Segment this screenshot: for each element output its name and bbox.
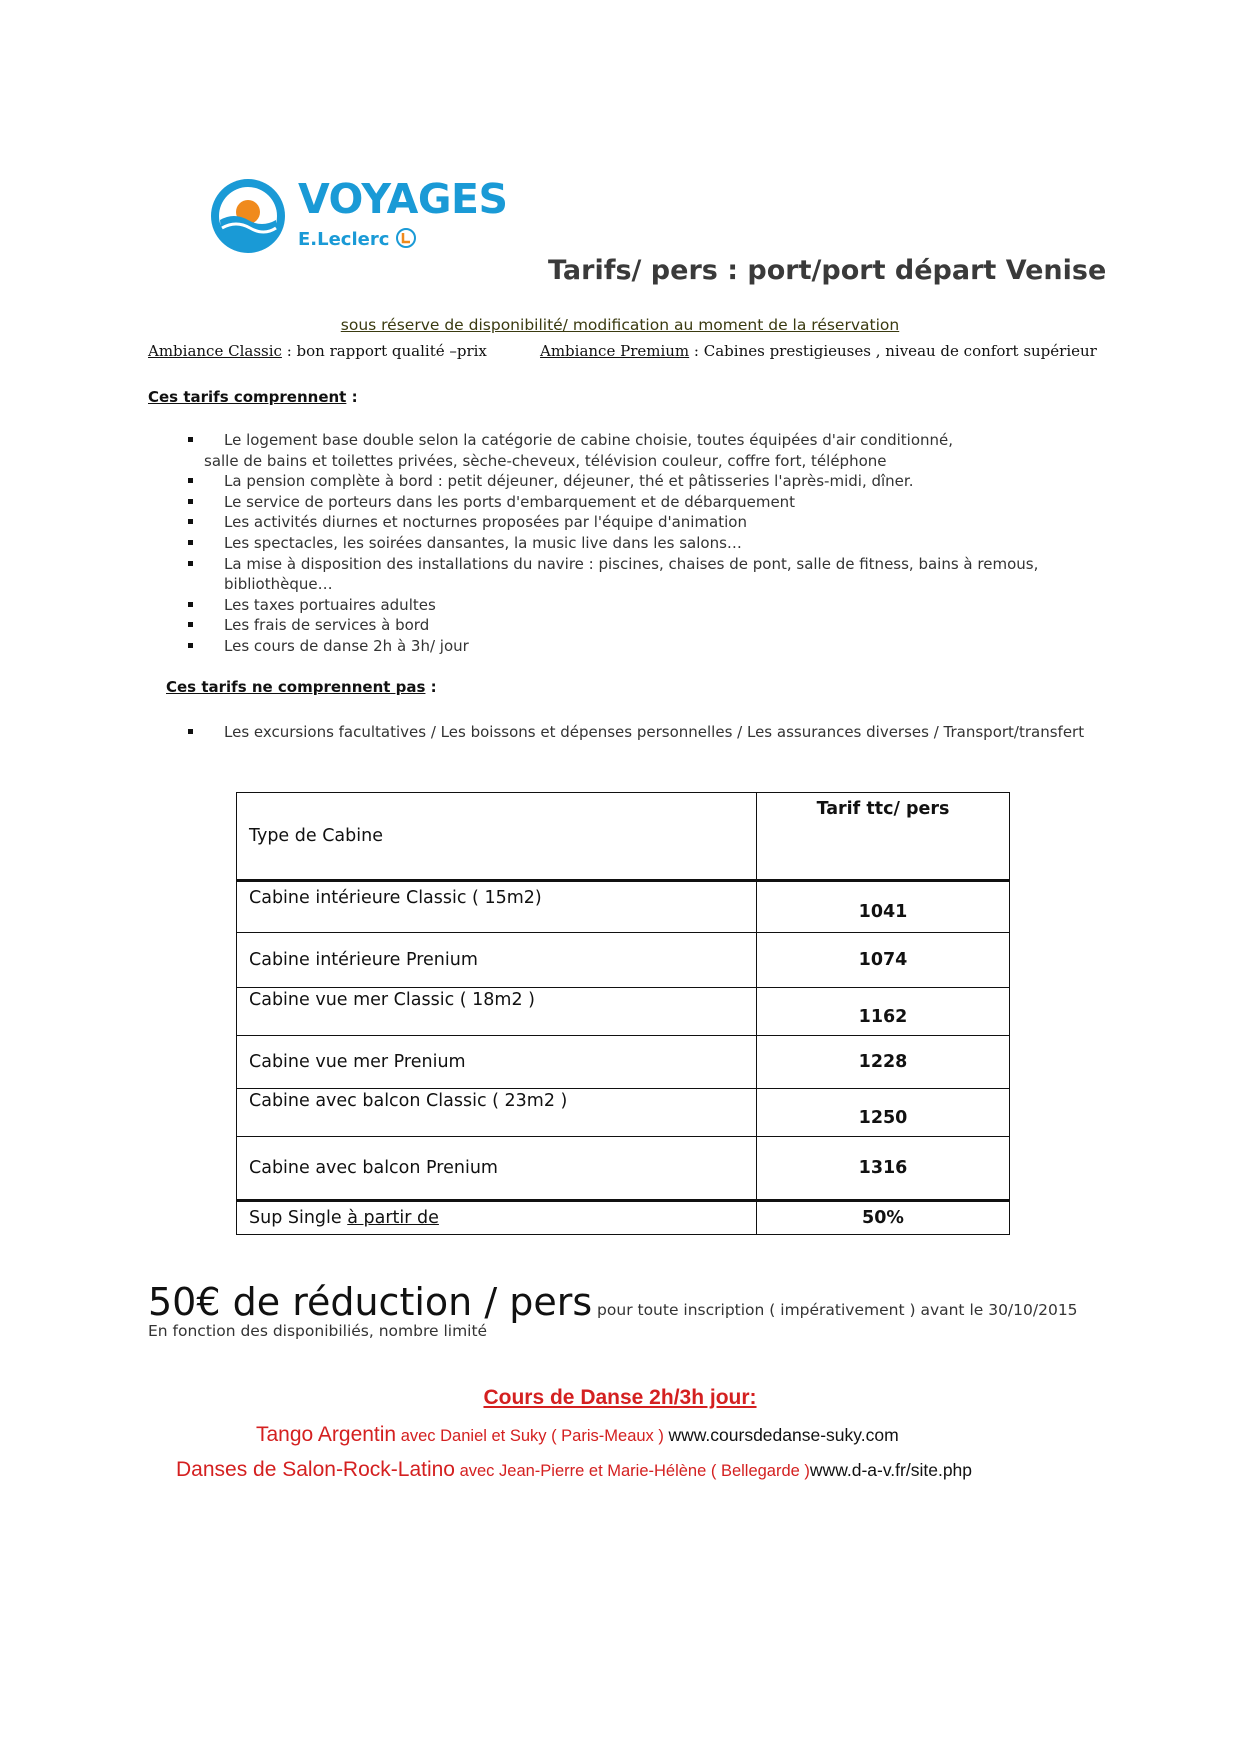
cabin-type: Cabine intérieure Classic ( 15m2) (237, 881, 757, 933)
cabin-type: Cabine avec balcon Prenium (237, 1137, 757, 1201)
table-row (237, 1089, 1010, 1137)
table-header-type: Type de Cabine (237, 793, 757, 881)
cabin-price: 1162 (757, 988, 1010, 1036)
dance-line-tango (256, 1423, 899, 1447)
included-list (188, 430, 1088, 657)
dance-url[interactable]: www.d-a-v.fr/site.php (809, 1460, 973, 1480)
reservation-notice: sous réserve de disponibilité/ modification au moment de la réservation (340, 316, 900, 334)
ambiance-premium (540, 342, 1097, 360)
logo-sub (298, 228, 416, 251)
table-header-row (237, 793, 1010, 881)
cabin-price: 1250 (757, 1089, 1010, 1137)
included-heading (148, 388, 358, 406)
list-item (188, 430, 1088, 471)
table-header-price: Tarif ttc/ pers (757, 793, 1010, 881)
logo-sub-text: E.Leclerc (298, 229, 390, 250)
list-item: Les excursions facultatives / Les boissons et dépenses personnelles / Les assurances diverses / Transport/transfert (188, 722, 1088, 743)
cabin-price: 1041 (757, 881, 1010, 933)
excluded-heading-text: Ces tarifs ne comprennent pas (166, 678, 426, 696)
included-heading-text: Ces tarifs comprennent (148, 388, 347, 406)
cabin-type: Cabine vue mer Classic ( 18m2 ) (237, 988, 757, 1036)
ambiance-premium-text: : Cabines prestigieuses , niveau de confort supérieur (689, 342, 1097, 360)
excluded-heading (166, 678, 437, 696)
dance-detail: avec Jean-Pierre et Marie-Hélène ( Bellegarde ) (455, 1462, 810, 1480)
ambiance-premium-label: Ambiance Premium (540, 342, 690, 360)
cabin-type: Cabine avec balcon Classic ( 23m2 ) (237, 1089, 757, 1137)
list-item-continuation: salle de bains et toilettes privées, sèche-cheveux, télévision couleur, coffre fort, téléphone (204, 451, 887, 470)
single-label-link: à partir de (347, 1208, 439, 1228)
list-item: Les cours de danse 2h à 3h/ jour (188, 636, 1088, 657)
page-title: Tarifs/ pers : port/port départ Venise (548, 255, 1107, 286)
cabin-price: 1316 (757, 1137, 1010, 1201)
price-table (236, 792, 1010, 1235)
promo-note: En fonction des disponibiliés, nombre limité (148, 1322, 488, 1340)
excluded-list (188, 722, 1088, 743)
cabin-price: 1228 (757, 1036, 1010, 1089)
included-heading-colon: : (346, 388, 358, 406)
excluded-heading-colon: : (425, 678, 437, 696)
dance-name: Danses de Salon-Rock-Latino (176, 1458, 455, 1481)
list-item: Le service de porteurs dans les ports d'embarquement et de débarquement (188, 492, 1088, 513)
dance-line-salon (176, 1458, 972, 1482)
dance-title: Cours de Danse 2h/3h jour: (483, 1386, 757, 1409)
single-supplement-value: 50% (757, 1201, 1010, 1235)
table-row-single (237, 1201, 1010, 1235)
single-supplement-label (237, 1201, 757, 1235)
leclerc-mark-icon (396, 228, 416, 248)
promo-small: pour toute inscription ( impérativement ) avant le 30/10/2015 (592, 1301, 1078, 1319)
ambiance-classic-label: Ambiance Classic (148, 342, 282, 360)
dance-url[interactable]: www.coursdedanse-suky.com (668, 1425, 899, 1445)
list-item: Les frais de services à bord (188, 615, 1088, 636)
list-item: Les taxes portuaires adultes (188, 595, 1088, 616)
dance-detail: avec Daniel et Suky ( Paris-Meaux ) (396, 1427, 669, 1445)
single-label-text: Sup Single (249, 1208, 348, 1228)
list-item: La pension complète à bord : petit déjeuner, déjeuner, thé et pâtisseries l'après-midi, dîner. (188, 471, 1088, 492)
dance-name: Tango Argentin (256, 1423, 397, 1446)
list-item: Les activités diurnes et nocturnes proposées par l'équipe d'animation (188, 512, 1088, 533)
ambiance-classic (148, 342, 487, 360)
list-item: La mise à disposition des installations du navire : piscines, chaises de pont, salle de fitness, bains à remous, bibliothèque… (188, 554, 1088, 595)
cabin-type: Cabine intérieure Prenium (237, 933, 757, 988)
table-row (237, 933, 1010, 988)
list-item: Les spectacles, les soirées dansantes, la music live dans les salons… (188, 533, 1088, 554)
logo-brand: VOYAGES (298, 175, 508, 223)
table-row (237, 881, 1010, 933)
promo-big: 50€ de réduction / pers (148, 1280, 593, 1324)
ambiance-classic-text: : bon rapport qualité –prix (281, 342, 487, 360)
table-row (237, 988, 1010, 1036)
cabin-type: Cabine vue mer Prenium (237, 1036, 757, 1089)
voyages-logo-icon (208, 176, 288, 256)
cabin-price: 1074 (757, 933, 1010, 988)
table-row (237, 1137, 1010, 1201)
list-item-text: Le logement base double selon la catégorie de cabine choisie, toutes équipées d'air conditionné, (224, 431, 954, 449)
table-row (237, 1036, 1010, 1089)
